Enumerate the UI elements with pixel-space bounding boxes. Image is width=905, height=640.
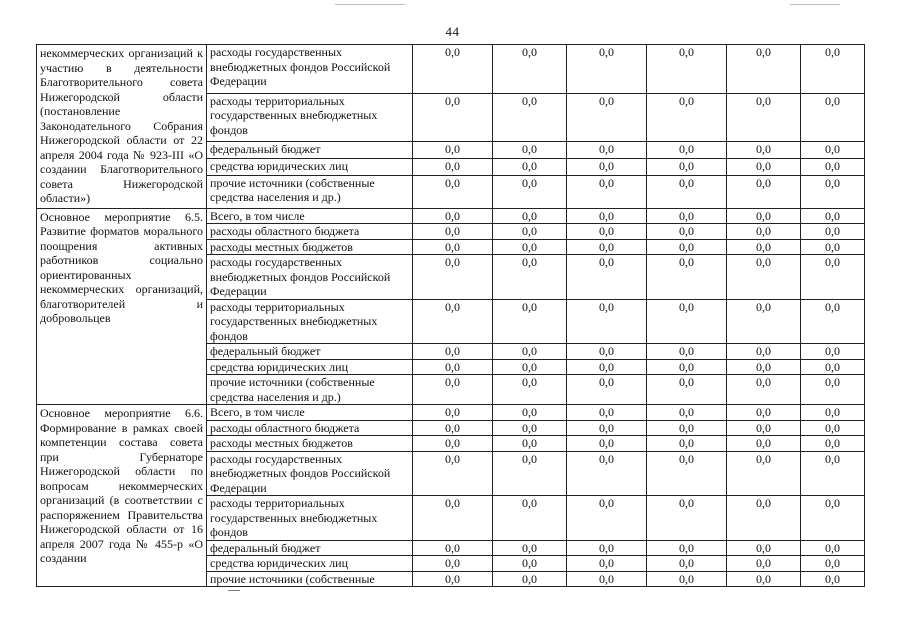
value-cell: 0,0 — [413, 571, 493, 587]
value-cell: 0,0 — [413, 93, 493, 142]
value-cell: 0,0 — [801, 571, 865, 587]
value-cell: 0,0 — [647, 208, 727, 224]
value-cell: 0,0 — [801, 436, 865, 452]
funding-source-cell: прочие источники (собственные средства населения и др.) — [207, 375, 413, 405]
value-cell: 0,0 — [727, 405, 801, 421]
value-cell: 0,0 — [801, 208, 865, 224]
value-cell: 0,0 — [413, 158, 493, 175]
value-cell: 0,0 — [567, 93, 647, 142]
value-cell: 0,0 — [801, 359, 865, 375]
value-cell: 0,0 — [727, 208, 801, 224]
value-cell: 0,0 — [567, 175, 647, 208]
value-cell: 0,0 — [493, 255, 567, 300]
value-cell: 0,0 — [567, 571, 647, 587]
funding-source-cell: расходы территориальных государственных внебюджетных фондов — [207, 496, 413, 541]
value-cell: 0,0 — [413, 359, 493, 375]
value-cell: 0,0 — [647, 45, 727, 94]
page-number: 44 — [445, 24, 460, 39]
value-cell: 0,0 — [727, 556, 801, 572]
value-cell: 0,0 — [801, 556, 865, 572]
value-cell: 0,0 — [567, 375, 647, 405]
value-cell: 0,0 — [801, 175, 865, 208]
funding-source-cell: средства юридических лиц — [207, 556, 413, 572]
activity-description: Основное мероприятие 6.5. Развитие форматов морального поощрения активных работников социально ориентированных некоммерческих организаций, благотворителей и добровольцев — [37, 208, 207, 405]
value-cell: 0,0 — [647, 175, 727, 208]
value-cell: 0,0 — [413, 451, 493, 496]
value-cell: 0,0 — [493, 375, 567, 405]
value-cell: 0,0 — [567, 158, 647, 175]
table-row — [37, 45, 865, 94]
value-cell: 0,0 — [801, 496, 865, 541]
value-cell: 0,0 — [493, 45, 567, 94]
value-cell: 0,0 — [413, 208, 493, 224]
value-cell: 0,0 — [567, 208, 647, 224]
value-cell: 0,0 — [647, 299, 727, 344]
value-cell: 0,0 — [647, 375, 727, 405]
value-cell: 0,0 — [647, 344, 727, 360]
value-cell: 0,0 — [413, 556, 493, 572]
value-cell: 0,0 — [647, 436, 727, 452]
value-cell: 0,0 — [567, 239, 647, 255]
value-cell: 0,0 — [493, 556, 567, 572]
table-row — [37, 208, 865, 224]
value-cell: 0,0 — [647, 93, 727, 142]
value-cell: 0,0 — [493, 299, 567, 344]
value-cell: 0,0 — [801, 255, 865, 300]
value-cell: 0,0 — [493, 142, 567, 159]
funding-source-cell: федеральный бюджет — [207, 142, 413, 159]
value-cell: 0,0 — [727, 359, 801, 375]
funding-table — [36, 44, 865, 587]
funding-source-cell: расходы территориальных государственных внебюджетных фондов — [207, 93, 413, 142]
funding-source-cell: Всего, в том числе — [207, 405, 413, 421]
funding-source-cell: расходы государственных внебюджетных фондов Российской Федерации — [207, 255, 413, 300]
value-cell: 0,0 — [567, 45, 647, 94]
value-cell: 0,0 — [493, 540, 567, 556]
value-cell: 0,0 — [493, 420, 567, 436]
value-cell: 0,0 — [801, 45, 865, 94]
value-cell: 0,0 — [727, 255, 801, 300]
funding-source-cell: федеральный бюджет — [207, 540, 413, 556]
value-cell: 0,0 — [727, 344, 801, 360]
value-cell: 0,0 — [413, 344, 493, 360]
activity-description: Основное мероприятие 6.6. Формирование в рамках своей компетенции состава совета при Губернаторе Нижегородской области по вопросам некоммерческих организаций (в соответствии с распоряжением Правительства Нижегородской области от 16 апреля 2007 года № 455-р «О создании — [37, 405, 207, 587]
value-cell: 0,0 — [727, 158, 801, 175]
value-cell: 0,0 — [567, 299, 647, 344]
value-cell: 0,0 — [727, 224, 801, 240]
value-cell: 0,0 — [647, 255, 727, 300]
value-cell: 0,0 — [801, 451, 865, 496]
value-cell: 0,0 — [801, 344, 865, 360]
value-cell: 0,0 — [567, 556, 647, 572]
value-cell: 0,0 — [413, 175, 493, 208]
table-row — [37, 405, 865, 421]
value-cell: 0,0 — [413, 375, 493, 405]
value-cell: 0,0 — [493, 208, 567, 224]
value-cell: 0,0 — [567, 255, 647, 300]
value-cell: 0,0 — [413, 405, 493, 421]
value-cell: 0,0 — [493, 496, 567, 541]
value-cell: 0,0 — [801, 540, 865, 556]
value-cell: 0,0 — [727, 420, 801, 436]
value-cell: 0,0 — [413, 420, 493, 436]
footer-mark — [228, 590, 240, 591]
value-cell: 0,0 — [567, 451, 647, 496]
value-cell: 0,0 — [647, 451, 727, 496]
value-cell: 0,0 — [567, 142, 647, 159]
value-cell: 0,0 — [727, 375, 801, 405]
funding-source-cell: прочие источники (собственные средства населения и др.) — [207, 175, 413, 208]
value-cell: 0,0 — [727, 175, 801, 208]
activity-description: некоммерческих организаций к участию в деятельности Благотворительного совета Нижегородской области (постановление Законодательного Собрания Нижегородской области от 22 апреля 2004 года № 923-III «О создании Благотворительного совета Нижегородской области») — [37, 45, 207, 209]
value-cell: 0,0 — [567, 496, 647, 541]
value-cell: 0,0 — [493, 239, 567, 255]
value-cell: 0,0 — [727, 540, 801, 556]
value-cell: 0,0 — [567, 359, 647, 375]
value-cell: 0,0 — [727, 142, 801, 159]
value-cell: 0,0 — [647, 556, 727, 572]
value-cell: 0,0 — [647, 158, 727, 175]
value-cell: 0,0 — [647, 420, 727, 436]
value-cell: 0,0 — [727, 436, 801, 452]
funding-source-cell: федеральный бюджет — [207, 344, 413, 360]
funding-table-body — [37, 45, 865, 587]
value-cell: 0,0 — [493, 571, 567, 587]
funding-source-cell: прочие источники (собственные — [207, 571, 413, 587]
funding-source-cell: расходы местных бюджетов — [207, 239, 413, 255]
value-cell: 0,0 — [801, 239, 865, 255]
value-cell: 0,0 — [647, 496, 727, 541]
value-cell: 0,0 — [801, 299, 865, 344]
value-cell: 0,0 — [413, 540, 493, 556]
value-cell: 0,0 — [727, 299, 801, 344]
funding-source-cell: расходы территориальных государственных внебюджетных фондов — [207, 299, 413, 344]
value-cell: 0,0 — [727, 571, 801, 587]
value-cell: 0,0 — [413, 436, 493, 452]
value-cell: 0,0 — [567, 540, 647, 556]
value-cell: 0,0 — [727, 496, 801, 541]
funding-source-cell: Всего, в том числе — [207, 208, 413, 224]
value-cell: 0,0 — [647, 224, 727, 240]
value-cell: 0,0 — [727, 239, 801, 255]
value-cell: 0,0 — [801, 158, 865, 175]
value-cell: 0,0 — [567, 344, 647, 360]
value-cell: 0,0 — [493, 405, 567, 421]
funding-source-cell: средства юридических лиц — [207, 359, 413, 375]
value-cell: 0,0 — [493, 224, 567, 240]
value-cell: 0,0 — [413, 496, 493, 541]
funding-source-cell: расходы областного бюджета — [207, 224, 413, 240]
value-cell: 0,0 — [413, 239, 493, 255]
value-cell: 0,0 — [413, 299, 493, 344]
value-cell: 0,0 — [493, 158, 567, 175]
value-cell: 0,0 — [727, 451, 801, 496]
scan-edge-line — [335, 4, 405, 5]
funding-source-cell: расходы государственных внебюджетных фондов Российской Федерации — [207, 451, 413, 496]
value-cell: 0,0 — [567, 436, 647, 452]
funding-source-cell: средства юридических лиц — [207, 158, 413, 175]
value-cell: 0,0 — [801, 93, 865, 142]
funding-source-cell: расходы местных бюджетов — [207, 436, 413, 452]
value-cell: 0,0 — [801, 420, 865, 436]
value-cell: 0,0 — [801, 405, 865, 421]
value-cell: 0,0 — [493, 175, 567, 208]
value-cell: 0,0 — [413, 142, 493, 159]
value-cell: 0,0 — [413, 45, 493, 94]
scan-edge-line — [790, 4, 840, 5]
value-cell: 0,0 — [647, 142, 727, 159]
value-cell: 0,0 — [801, 142, 865, 159]
value-cell: 0,0 — [801, 375, 865, 405]
value-cell: 0,0 — [413, 224, 493, 240]
value-cell: 0,0 — [567, 224, 647, 240]
value-cell: 0,0 — [493, 93, 567, 142]
value-cell: 0,0 — [647, 540, 727, 556]
funding-source-cell: расходы государственных внебюджетных фондов Российской Федерации — [207, 45, 413, 94]
value-cell: 0,0 — [727, 93, 801, 142]
value-cell: 0,0 — [727, 45, 801, 94]
value-cell: 0,0 — [413, 255, 493, 300]
value-cell: 0,0 — [493, 344, 567, 360]
value-cell: 0,0 — [493, 359, 567, 375]
value-cell: 0,0 — [567, 405, 647, 421]
value-cell: 0,0 — [647, 239, 727, 255]
value-cell: 0,0 — [801, 224, 865, 240]
funding-source-cell: расходы областного бюджета — [207, 420, 413, 436]
value-cell: 0,0 — [647, 571, 727, 587]
value-cell: 0,0 — [647, 405, 727, 421]
value-cell: 0,0 — [567, 420, 647, 436]
value-cell: 0,0 — [647, 359, 727, 375]
value-cell: 0,0 — [493, 451, 567, 496]
value-cell: 0,0 — [493, 436, 567, 452]
